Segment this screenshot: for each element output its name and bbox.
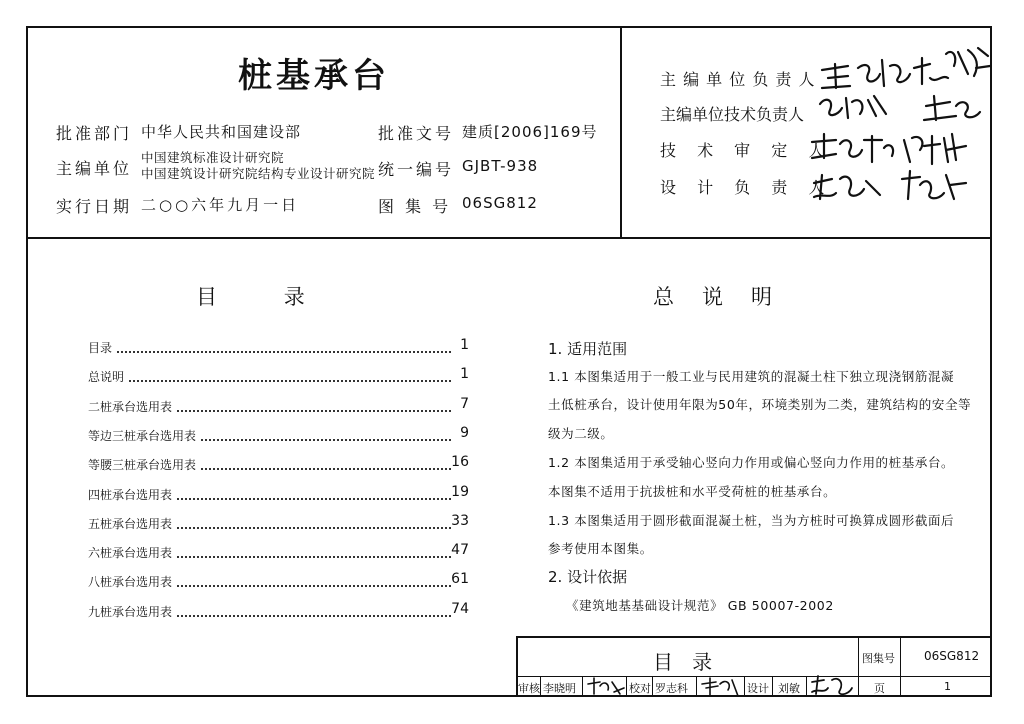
title-block (516, 636, 992, 697)
toc-item (88, 396, 473, 416)
resp-chief-unit-label: 主 编 单 位 负 责 人 (660, 70, 816, 89)
approve-dept-value: 中华人民共和国建设部 (141, 123, 302, 141)
toc-item (88, 542, 473, 562)
toc-item-page: 33 (451, 512, 469, 529)
notes-p1-2b: 本图集不适用于抗拔桩和水平受荷桩的桩基承台。 (548, 484, 837, 499)
toc-item (88, 484, 473, 504)
titleblock-review-name: 李晓明 (543, 682, 576, 695)
header-divider (26, 237, 992, 239)
toc-item-label: 总说明 (88, 370, 128, 384)
approve-dept-label: 批准部门 (56, 124, 133, 143)
resp-tech-label: 主编单位技术负责人 (660, 105, 805, 124)
titleblock-design-label: 设计 (747, 682, 769, 695)
page-title: 桩基承台 (238, 56, 390, 96)
header-vertical-divider (620, 26, 622, 238)
toc-item-label: 等腰三桩承台选用表 (88, 458, 200, 472)
notes-p1-2a: 1.2 本图集适用于承受轴心竖向力作用或偏心竖向力作用的桩基承台。 (548, 455, 955, 470)
titleblock-check-signature (698, 676, 744, 698)
notes-section-1: 1. 适用范围 (548, 340, 628, 358)
notes-p1-1b: 土低桩承台，设计使用年限为50年，环境类别为二类，建筑结构的安全等 (548, 397, 972, 412)
toc-item-page: 16 (451, 454, 469, 471)
notes-p1-3b: 参考使用本图集。 (548, 541, 653, 556)
toc-item-label: 五桩承台选用表 (88, 517, 176, 531)
approve-doc-label: 批准文号 (378, 124, 455, 143)
notes-p1-3a: 1.3 本图集适用于圆形截面混凝土桩，当为方桩时可换算成圆形截面后 (548, 513, 955, 528)
toc-item (88, 571, 473, 591)
toc-item (88, 337, 473, 357)
toc-item (88, 513, 473, 533)
signature-review (806, 128, 976, 170)
resp-review-label: 技 术 审 定 人 (660, 141, 833, 160)
toc-item-page: 47 (451, 542, 469, 559)
titleblock-page-label: 页 (874, 682, 885, 695)
toc-item-page: 9 (460, 424, 469, 441)
toc-title: 目 录 (196, 285, 305, 309)
notes-title: 总 说 明 (653, 285, 775, 309)
toc-item-label: 二桩承台选用表 (88, 400, 176, 414)
toc-item (88, 454, 473, 474)
resp-design-label: 设 计 负 责 人 (660, 178, 833, 197)
toc-item-label: 等边三桩承台选用表 (88, 429, 200, 443)
unified-no-value: GJBT-938 (462, 157, 539, 175)
notes-reference: 《建筑地基基础设计规范》 GB 50007-2002 (566, 598, 834, 613)
toc-leader-dots (88, 337, 451, 353)
unified-no-label: 统一编号 (378, 160, 455, 179)
signature-design (810, 165, 970, 207)
notes-p1-1c: 级为二级。 (548, 426, 614, 441)
toc-item-page: 7 (460, 395, 469, 412)
titleblock-review-signature (584, 676, 626, 698)
toc-item-label: 八桩承台选用表 (88, 575, 176, 589)
signature-chief-unit (818, 44, 993, 92)
titleblock-atlas-label: 图集号 (862, 652, 895, 665)
titleblock-check-label: 校对 (629, 682, 651, 695)
notes-section-2: 2. 设计依据 (548, 568, 628, 586)
toc-item-label: 六桩承台选用表 (88, 546, 176, 560)
toc-item-label: 四桩承台选用表 (88, 488, 176, 502)
toc-item-page: 1 (460, 337, 469, 353)
notes-p1-1a: 1.1 本图集适用于一般工业与民用建筑的混凝土柱下独立现浇钢筋混凝 (548, 369, 955, 384)
toc-item-label: 九桩承台选用表 (88, 605, 176, 619)
titleblock-check-name: 罗志科 (655, 682, 688, 695)
atlas-no-value: 06SG812 (462, 194, 538, 212)
editor-unit-line1: 中国建筑标准设计研究院 (141, 150, 285, 165)
toc-leader-dots (88, 366, 451, 382)
impl-date-label: 实行日期 (56, 197, 133, 216)
signature-tech (816, 86, 986, 126)
toc-item-label: 目录 (88, 341, 116, 355)
editor-unit-line2: 中国建筑设计研究院结构专业设计研究院 (141, 166, 376, 181)
atlas-no-label: 图 集 号 (378, 197, 452, 216)
toc-item (88, 425, 473, 445)
toc-item (88, 366, 473, 386)
toc-item-page: 19 (451, 483, 469, 500)
toc-item-page: 74 (451, 600, 469, 617)
approve-doc-value: 建质[2006]169号 (462, 123, 598, 141)
titleblock-name: 目 录 (653, 650, 713, 674)
titleblock-page-value: 1 (944, 680, 951, 693)
titleblock-atlas-value: 06SG812 (924, 649, 980, 663)
toc-item-page: 1 (460, 366, 469, 383)
toc-item-page: 61 (451, 571, 469, 588)
impl-date-value: 二○○六年九月一日 (141, 196, 300, 214)
titleblock-review-label: 审核 (518, 682, 540, 695)
titleblock-design-name: 刘敏 (778, 682, 800, 695)
toc-item (88, 601, 473, 621)
editor-unit-label: 主编单位 (56, 159, 133, 178)
titleblock-design-signature (808, 674, 858, 698)
